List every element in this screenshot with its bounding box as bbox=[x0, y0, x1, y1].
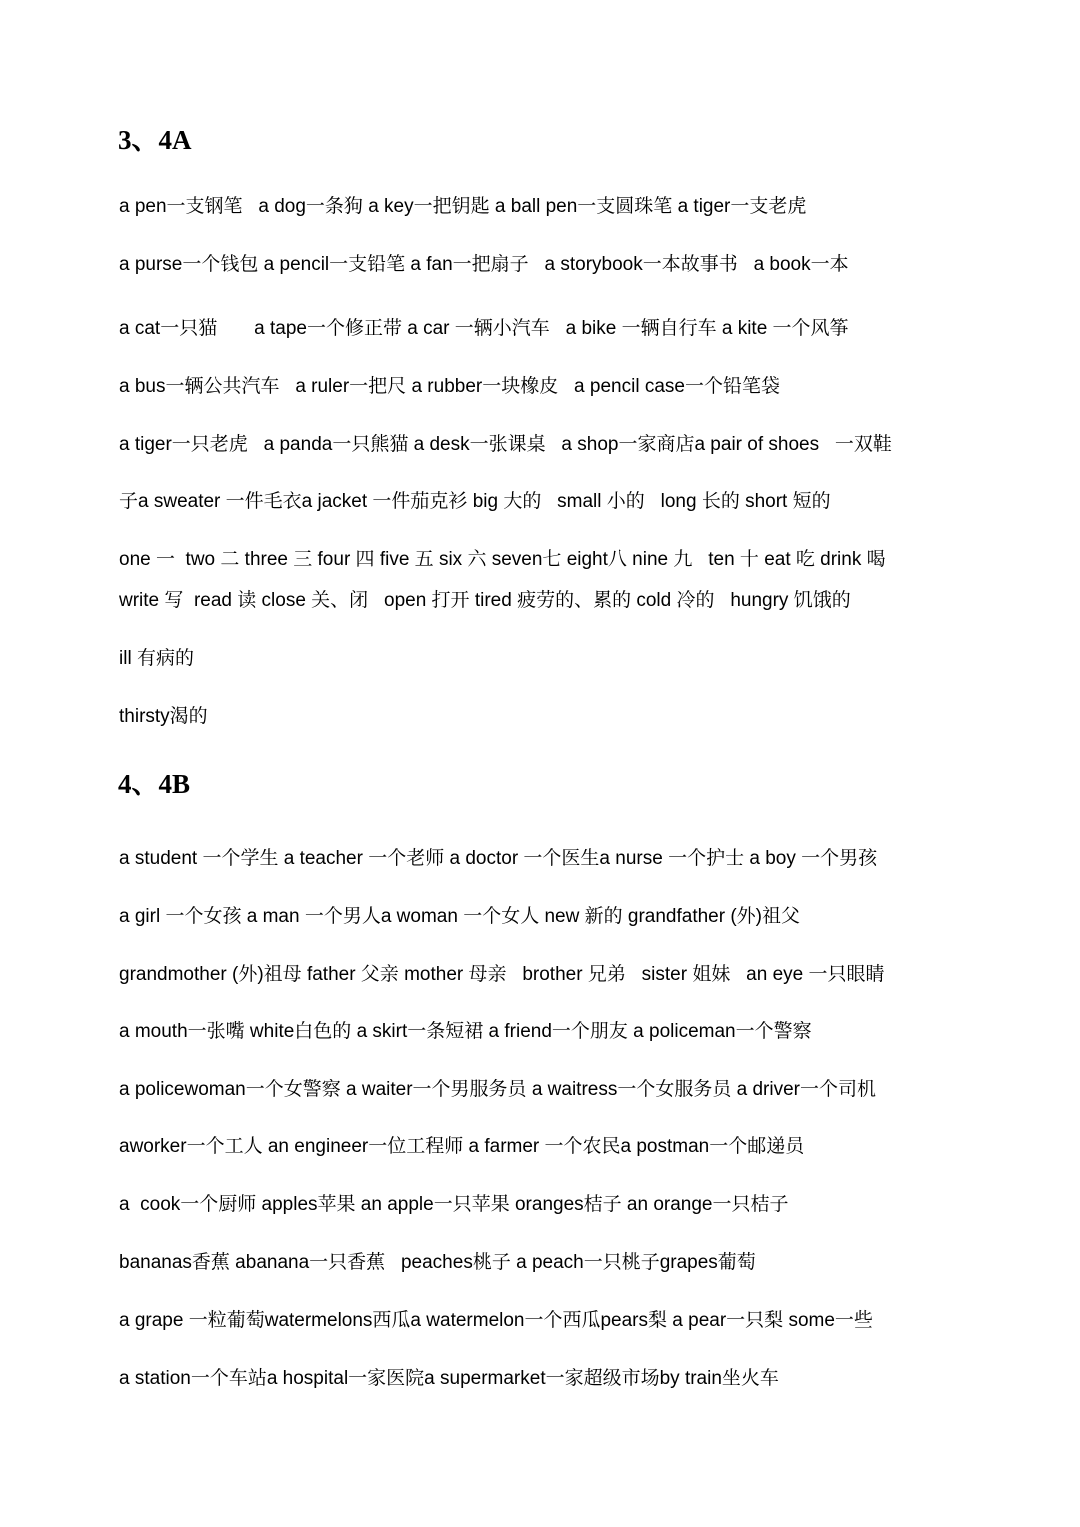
vocab-line: a tiger一只老虎 a panda一只熊猫 a desk一张课桌 a shop一家商店a pair of shoes 一双鞋 bbox=[119, 434, 892, 455]
vocab-line: ill 有病的 bbox=[119, 648, 194, 669]
vocab-line: a student 一个学生 a teacher 一个老师 a doctor 一个医生a nurse 一个护士 a boy 一个男孩 bbox=[119, 848, 878, 869]
vocab-line: 子a sweater 一件毛衣a jacket 一件茄克衫 big 大的 small 小的 long 长的 short 短的 bbox=[119, 491, 831, 512]
vocab-line: write 写 read 读 close 关、闭 open 打开 tired 疲劳的、累的 cold 冷的 hungry 饥饿的 bbox=[119, 590, 851, 611]
vocab-line: a station一个车站a hospital一家医院a supermarket一家超级市场by train坐火车 bbox=[119, 1368, 779, 1389]
vocab-line: grandmother (外)祖母 father 父亲 mother 母亲 brother 兄弟 sister 姐妹 an eye 一只眼睛 bbox=[119, 964, 885, 985]
vocab-line: one 一 two 二 three 三 four 四 five 五 six 六 seven七 eight八 nine 九 ten 十 eat 吃 drink 喝 bbox=[119, 549, 886, 570]
vocab-line: a cat一只猫 a tape一个修正带 a car 一辆小汽车 a bike 一辆自行车 a kite 一个风筝 bbox=[119, 318, 849, 339]
vocab-line: a grape 一粒葡萄watermelons西瓜a watermelon一个西瓜pears梨 a pear一只梨 some一些 bbox=[119, 1310, 873, 1331]
vocab-line: thirsty渴的 bbox=[119, 706, 208, 727]
vocab-line: a cook一个厨师 apples苹果 an apple一只苹果 oranges桔子 an orange一只桔子 bbox=[119, 1194, 789, 1215]
vocab-line: bananas香蕉 abanana一只香蕉 peaches桃子 a peach一只桃子grapes葡萄 bbox=[119, 1252, 756, 1273]
section-heading-4a: 3、4A bbox=[118, 125, 192, 155]
section-heading-4b: 4、4B bbox=[118, 769, 191, 799]
vocab-line: aworker一个工人 an engineer一位工程师 a farmer 一个农民a postman一个邮递员 bbox=[119, 1136, 805, 1157]
vocab-line: a pen一支钢笔 a dog一条狗 a key一把钥匙 a ball pen一支圆珠笔 a tiger一支老虎 bbox=[119, 196, 807, 217]
vocab-line: a girl 一个女孩 a man 一个男人a woman 一个女人 new 新的 grandfather (外)祖父 bbox=[119, 906, 801, 927]
vocab-line: a bus一辆公共汽车 a ruler一把尺 a rubber一块橡皮 a pencil case一个铅笔袋 bbox=[119, 376, 780, 397]
vocab-line: a purse一个钱包 a pencil一支铅笔 a fan一把扇子 a storybook一本故事书 a book一本 bbox=[119, 254, 849, 275]
vocab-line: a mouth一张嘴 white白色的 a skirt一条短裙 a friend一个朋友 a policeman一个警察 bbox=[119, 1021, 812, 1042]
vocab-line: a policewoman一个女警察 a waiter一个男服务员 a waitress一个女服务员 a driver一个司机 bbox=[119, 1079, 876, 1100]
